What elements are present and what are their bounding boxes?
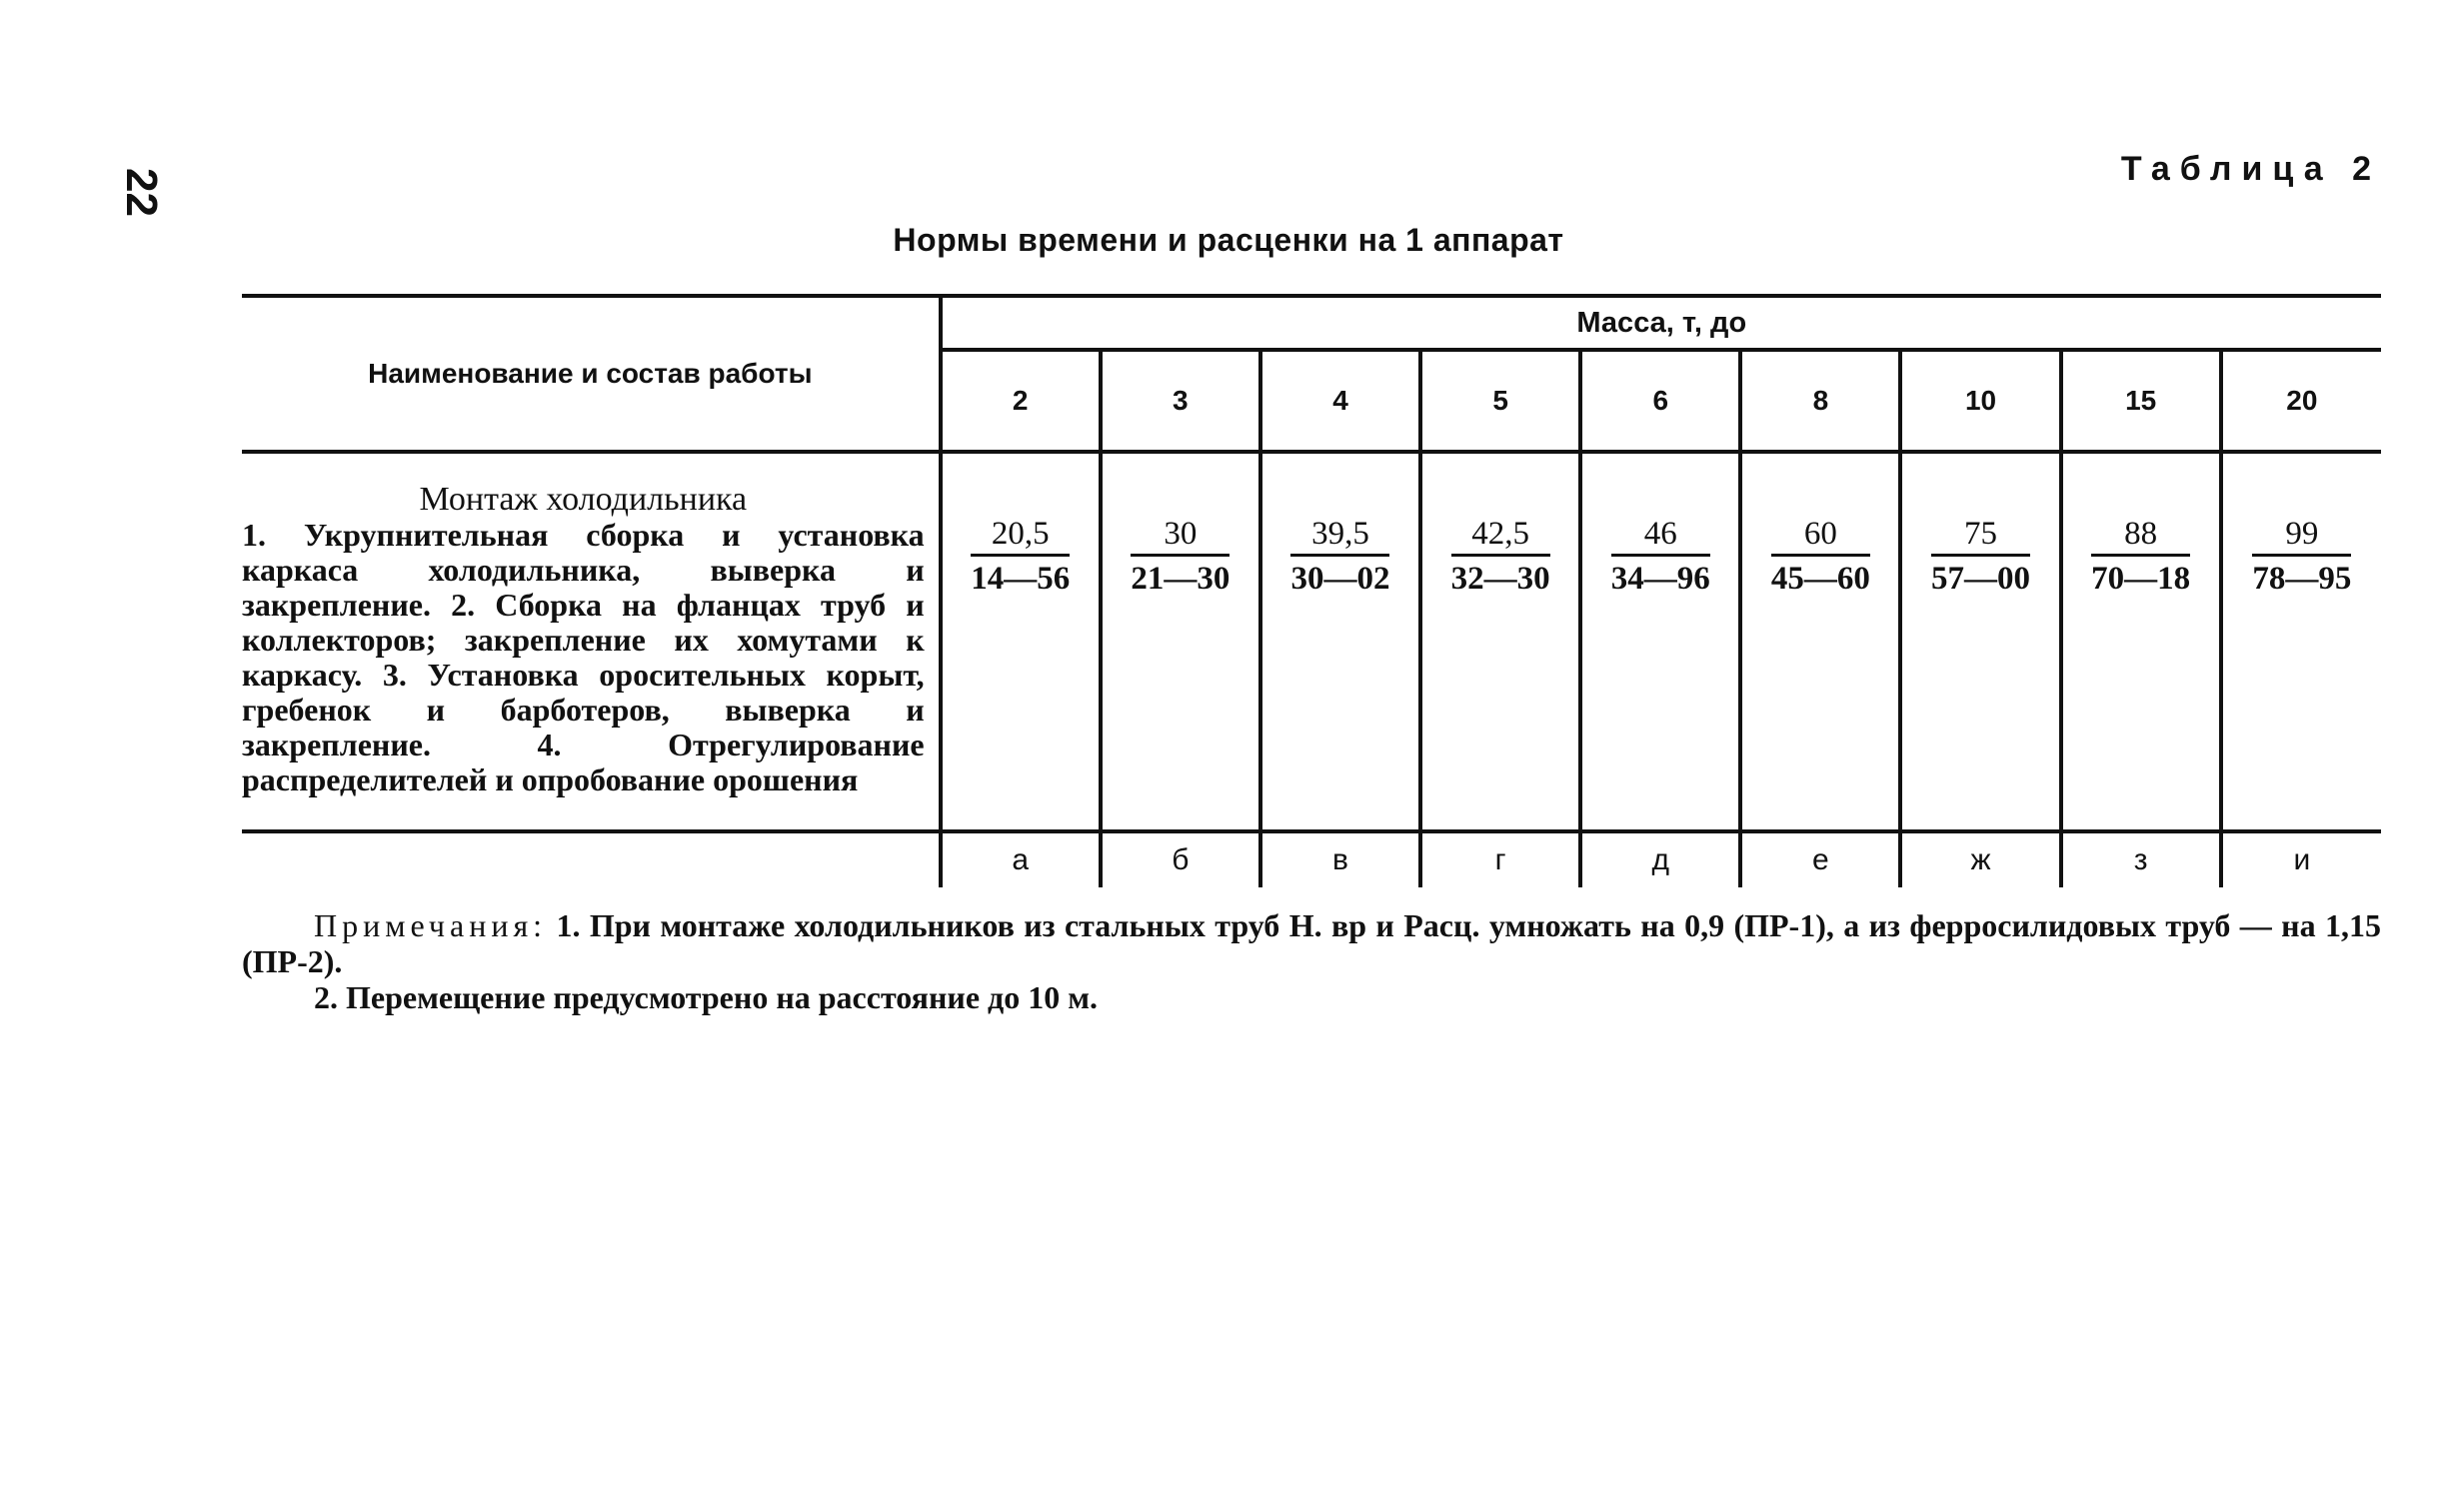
column-code: а (941, 831, 1101, 887)
column-code: и (2221, 831, 2381, 887)
mass-column-15: 15 (2061, 350, 2221, 452)
value-cell (941, 452, 1101, 831)
mass-column-header: Масса, т, до (941, 296, 2381, 350)
note-1-text: 1. При монтаже холодильников из стальных труб Н. вр и Расц. умножать на 0,9 (ПР-1), а из ферросилидовых труб — на 1,15 (ПР-2). (242, 907, 2382, 979)
notes-label: Примечания: (314, 907, 548, 943)
column-code: д (1580, 831, 1740, 887)
column-code: б (1101, 831, 1260, 887)
value-cell (2061, 452, 2221, 831)
table-label: Таблица 2 (2120, 150, 2381, 188)
value-cell (2221, 452, 2381, 831)
page-title: Нормы времени и расценки на 1 аппарат (893, 222, 1564, 258)
notes (242, 907, 2381, 1015)
rate: 21—30 (1131, 561, 1230, 597)
column-code: ж (1900, 831, 2060, 887)
mass-column-6: 6 (1580, 350, 1740, 452)
time-norm: 60 (1771, 514, 1870, 557)
time-norm: 42,5 (1451, 514, 1550, 557)
rate: 57—00 (1931, 561, 2031, 597)
value-cell (1580, 452, 1740, 831)
value-cell (1101, 452, 1260, 831)
name-column-header: Наименование и состав работы (242, 296, 941, 452)
note-1 (242, 907, 2381, 979)
time-norm: 20,5 (971, 514, 1070, 557)
column-code: в (1260, 831, 1420, 887)
note-2: 2. Перемещение предусмотрено на расстояние до 10 м. (314, 979, 1099, 1015)
mass-column-5: 5 (1420, 350, 1580, 452)
norms-table (242, 294, 2381, 887)
rate: 14—56 (971, 561, 1071, 597)
table-row (242, 452, 2381, 831)
value-cell (1260, 452, 1420, 831)
mass-column-3: 3 (1101, 350, 1260, 452)
mass-column-8: 8 (1740, 350, 1900, 452)
time-norm: 99 (2252, 514, 2351, 557)
mass-column-10: 10 (1900, 350, 2060, 452)
column-codes-row (242, 831, 2381, 887)
work-description-cell (242, 452, 941, 831)
section-title: Монтаж холодильника (419, 481, 748, 518)
rate: 32—30 (1450, 561, 1550, 597)
rate: 78—95 (2252, 561, 2352, 597)
norms-table-container (242, 294, 2381, 887)
rate: 34—96 (1610, 561, 1710, 597)
time-norm: 39,5 (1290, 514, 1389, 557)
page-number: 22 (117, 168, 166, 217)
section-description: 1. Укрупнительная сборка и установка каркаса холодильника, выверка и закрепление. 2. Сборка на фланцах труб и коллекторов; закрепление их хомутами к каркасу. 3. Установка оросительных корыт, гребенок и барботеров, выверка и закрепление. 4. Отрегулирование распределителей и опробование орошения (242, 517, 925, 797)
value-cell (1420, 452, 1580, 831)
column-code: е (1740, 831, 1900, 887)
code-spacer (242, 831, 941, 887)
rate: 70—18 (2091, 561, 2191, 597)
time-norm: 75 (1931, 514, 2030, 557)
column-code: з (2061, 831, 2221, 887)
mass-column-20: 20 (2221, 350, 2381, 452)
mass-column-2: 2 (941, 350, 1101, 452)
rate: 45—60 (1770, 561, 1870, 597)
value-cell (1900, 452, 2060, 831)
rate: 30—02 (1290, 561, 1390, 597)
time-norm: 88 (2091, 514, 2190, 557)
time-norm: 30 (1131, 514, 1229, 557)
value-cell (1740, 452, 1900, 831)
column-code: г (1420, 831, 1580, 887)
mass-column-4: 4 (1260, 350, 1420, 452)
time-norm: 46 (1611, 514, 1710, 557)
